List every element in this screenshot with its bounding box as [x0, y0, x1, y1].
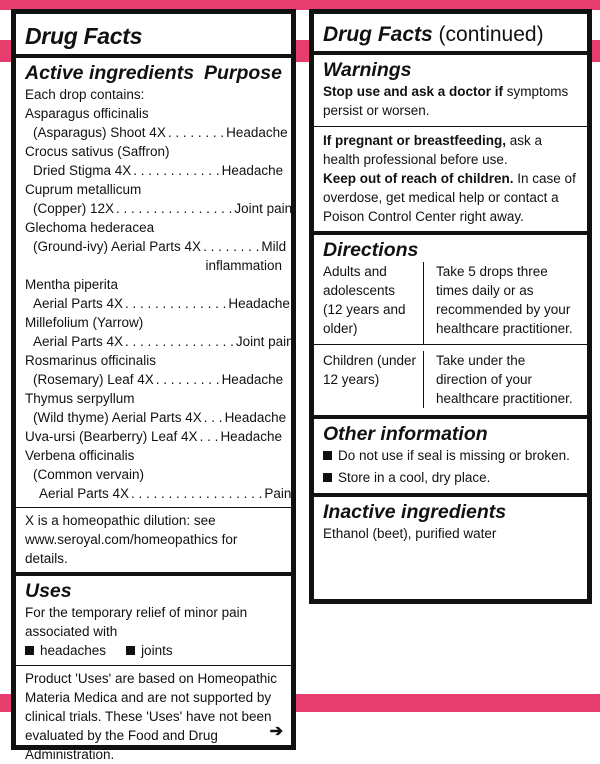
uses-item-label: headaches [40, 643, 107, 658]
other-info-item [323, 468, 578, 487]
directions-what: Take under the direction of your healthcare practitioner. [423, 351, 578, 408]
ingredient-purpose: Joint pain [235, 334, 294, 349]
ingredient-part: (Rosemary) Leaf 4X [33, 372, 154, 387]
divider-thick [314, 493, 587, 497]
ingredient-line [25, 237, 287, 256]
leader-dots: . . . . . . . . . [155, 372, 220, 387]
leader-dots: . . . . . . . . . . . . . . . . . . [131, 486, 263, 501]
leader-dots: . . . . . . . . [203, 239, 260, 254]
ingredient-item [25, 446, 292, 503]
other-info-item [323, 446, 578, 465]
warnings-keep-bold: Keep out of reach of children. [323, 171, 514, 186]
ingredient-line [25, 332, 294, 351]
ingredient-purpose: Headache [221, 163, 284, 178]
bullet-square-icon [323, 451, 332, 460]
directions-row [323, 345, 578, 408]
divider-thin [16, 665, 291, 666]
uses-item [126, 641, 173, 660]
warnings-preg-text: ask a health professional before use. [323, 133, 543, 167]
bullet-square-icon [323, 473, 332, 482]
warnings-pregnant [323, 131, 578, 169]
uses-item [25, 641, 106, 660]
ingredient-name-cont: (Common vervain) [33, 467, 145, 482]
ingredient-name: Glechoma hederacea [25, 220, 155, 235]
ingredient-name: Rosmarinus officinalis [25, 353, 157, 368]
warnings-stop-use [323, 82, 578, 120]
ingredient-item [25, 142, 282, 180]
ingredient-purpose: Headache [224, 410, 287, 425]
ingredient-purpose-cont: inflammation [205, 258, 282, 273]
ingredient-line [25, 199, 293, 218]
ingredient-part: (Ground-ivy) Aerial Parts 4X [33, 239, 202, 254]
ingredient-purpose: Headache [220, 429, 282, 444]
ingredient-name: Mentha piperita [25, 277, 119, 292]
ingredient-part: (Asparagus) Shoot 4X [33, 125, 166, 140]
leader-dots: . . . . . . . . . . . . . . . [125, 334, 234, 349]
ingredient-item [25, 218, 287, 275]
drug-facts-panel-right [309, 9, 592, 604]
bullet-square-icon [25, 646, 34, 655]
leader-dots: . . . . . . . . . . . . . . [125, 296, 227, 311]
warnings-heading: Warnings [323, 59, 412, 81]
ingredient-line [25, 427, 282, 446]
ingredient-part: Aerial Parts 4X [33, 334, 124, 349]
ingredient-item [25, 351, 282, 389]
divider-thick [314, 415, 587, 419]
ingredient-part: (Wild thyme) Aerial Parts 4X [33, 410, 202, 425]
continued-title-main: Drug Facts [323, 23, 433, 46]
warnings-keep-text: In case of overdose, get medical help or contact a Poison Control Center right away. [323, 171, 576, 224]
ingredient-part: Dried Stigma 4X [33, 163, 132, 178]
ingredient-name: Thymus serpyllum [25, 391, 135, 406]
other-info-text: Do not use if seal is missing or broken. [338, 448, 570, 463]
purpose-heading: Purpose [203, 62, 282, 84]
ingredient-name: Millefolium (Yarrow) [25, 315, 144, 330]
bullet-square-icon [126, 646, 135, 655]
ingredient-line [25, 370, 282, 389]
uses-list [25, 641, 282, 660]
ingredient-purpose: Joint pain [234, 201, 293, 216]
uses-heading: Uses [25, 580, 72, 602]
ingredient-line [25, 294, 290, 313]
ingredient-item [25, 275, 290, 313]
divider-thin [314, 126, 587, 127]
ingredient-item [25, 180, 293, 218]
ingredient-line [25, 123, 288, 142]
divider-thick [314, 231, 587, 235]
other-info-heading: Other information [323, 423, 488, 445]
directions-row [323, 262, 578, 344]
ingredient-item [25, 313, 294, 351]
leader-dots: . . . [203, 410, 223, 425]
ingredient-item [25, 389, 287, 427]
ingredient-name: Cuprum metallicum [25, 182, 142, 197]
other-info-text: Store in a cool, dry place. [338, 470, 491, 485]
leader-dots: . . . [199, 429, 219, 444]
inactive-ingredients-text: Ethanol (beet), purified water [323, 526, 497, 541]
uses-text: For the temporary relief of minor pain associated with [25, 605, 248, 639]
directions-heading: Directions [323, 239, 419, 261]
inactive-ingredients-heading: Inactive ingredients [323, 501, 507, 523]
directions-who: Children (under 12 years) [323, 353, 417, 387]
active-ingredients-header [25, 61, 282, 85]
directions-table [323, 262, 578, 408]
ingredient-purpose: Headache [228, 296, 290, 311]
ingredient-name: Verbena officinalis [25, 448, 135, 463]
ingredient-item [25, 104, 288, 142]
divider-thick [314, 51, 587, 55]
ingredient-line [25, 408, 287, 427]
uses-disclaimer: Product 'Uses' are based on Homeopathic Materia Medica and are not supported by clinical trials. These 'Uses' have not been evaluated by the Food and Drug Administration. [25, 671, 278, 762]
divider-thick [16, 572, 291, 576]
ingredient-purpose: Mild [261, 239, 287, 254]
drug-facts-title: Drug Facts [25, 23, 143, 49]
continue-arrow-icon: ➔ [269, 723, 283, 740]
warnings-keep-out [323, 169, 578, 226]
warnings-stop-text: symptoms persist or worsen. [323, 84, 569, 118]
ingredient-part: (Copper) 12X [33, 201, 115, 216]
continued-title-suffix: (continued) [432, 23, 544, 46]
ingredient-item [25, 427, 282, 446]
dilution-note: X is a homeopathic dilution: see www.seroyal.com/homeopathics for details. [25, 513, 238, 566]
ingredient-name: Crocus sativus (Saffron) [25, 144, 170, 159]
active-ingredients-heading: Active ingredients [25, 62, 195, 84]
ingredient-part: Uva-ursi (Bearberry) Leaf 4X [25, 429, 198, 444]
drug-facts-continued-title [323, 22, 578, 48]
ingredient-purpose: Headache [221, 372, 284, 387]
ingredient-name: Asparagus officinalis [25, 106, 149, 121]
divider-thick [16, 54, 291, 58]
ingredient-line [25, 484, 292, 503]
warnings-preg-bold: If pregnant or breastfeeding, [323, 133, 507, 148]
ingredients-intro: Each drop contains: [25, 87, 145, 102]
leader-dots: . . . . . . . . [167, 125, 225, 140]
warnings-stop-bold: Stop use and ask a doctor if [323, 84, 504, 99]
ingredient-line [25, 161, 282, 180]
ingredient-purpose: Pain [264, 486, 292, 501]
leader-dots: . . . . . . . . . . . . . . . . [116, 201, 233, 216]
ingredient-part: Aerial Parts 4X [33, 296, 124, 311]
drug-facts-panel-left [11, 9, 296, 762]
uses-item-label: joints [141, 643, 173, 658]
divider-thin [16, 507, 291, 508]
ingredient-part: Aerial Parts 4X [39, 486, 130, 501]
directions-who: Adults and adolescents (12 years and older) [323, 264, 406, 336]
ingredient-purpose: Headache [226, 125, 288, 140]
directions-what: Take 5 drops three times daily or as recommended by your healthcare practitioner. [423, 262, 578, 344]
ingredient-list [25, 104, 294, 503]
leader-dots: . . . . . . . . . . . . [133, 163, 220, 178]
